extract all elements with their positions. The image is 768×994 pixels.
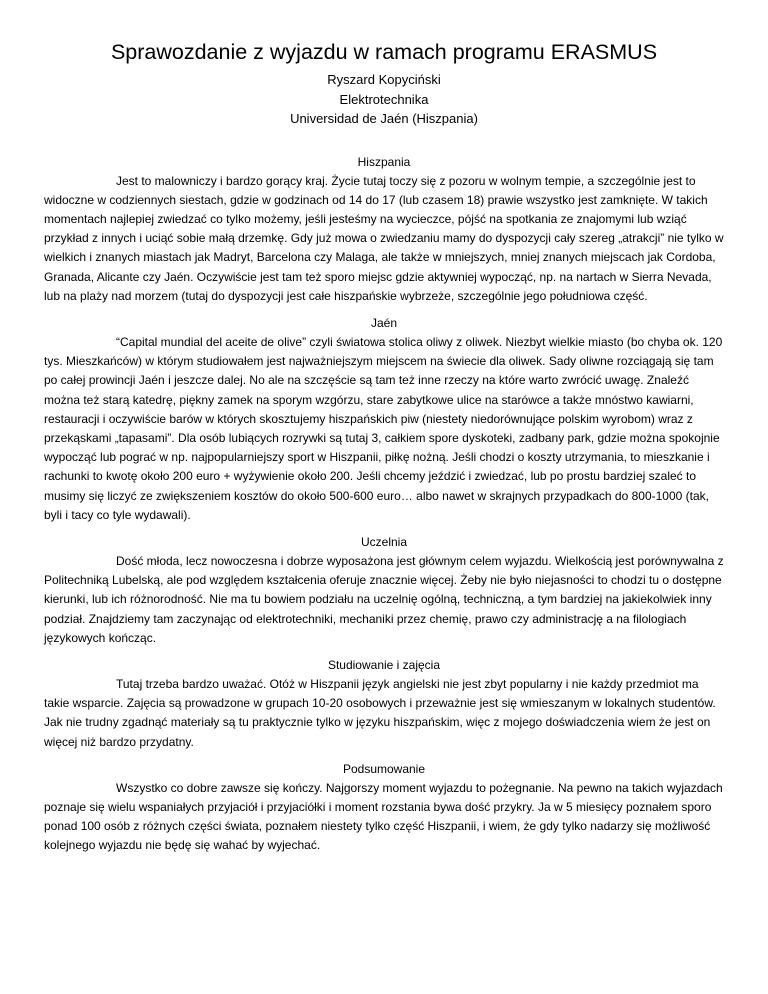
section-heading: Jaén bbox=[370, 315, 398, 330]
section-body: Wszystko co dobre zawsze się kończy. Najgorszy moment wyjazdu to pożegnanie. Na pewno na takich wyjazdach poznaje się wielu wspaniałych przyjaciół i przyjaciółki i moment rozstania bywa dość przykry. Ja w 5 miesięcy poznałem sporo ponad 100 osób z różnych części świata, poznałem niestety tylko część Hiszpanii, i wiem, że gdy tylko nadarzy się możliwość kolejnego wyjazdu nie będę się wahać by wyjechać. bbox=[44, 780, 723, 853]
section-heading: Podsumowanie bbox=[342, 761, 426, 776]
section-hiszpania bbox=[44, 153, 724, 306]
section-heading: Hiszpania bbox=[357, 154, 411, 169]
document-title: Sprawozdanie z wyjazdu w ramach programu ERASMUS bbox=[110, 40, 658, 64]
section-body: Dość młoda, lecz nowoczesna i dobrze wyposażona jest głównym celem wyjazdu. Wielkością jest porównywalna z Politechniką Lubelską, ale pod względem kształcenia oferuje znacznie więcej. Żeby nie było niejasności to chodzi tu o dostępne kierunki, lub ich różnorodność. Nie ma tu bowiem podziału na uczelnię ogólną, techniczną, a tym bardziej na jakiekolwiek inny podział. Znajdziemy tam zaczynając od elektrotechniki, mechaniki przez chemię, prawo czy administrację a na filologiach językowych kończąc. bbox=[44, 553, 724, 645]
author-name: Ryszard Kopyciński bbox=[327, 72, 441, 87]
section-studiowanie bbox=[44, 656, 724, 752]
section-body: “Capital mundial del aceite de olive” czyli światowa stolica oliwy z oliwek. Niezbyt wielkie miasto (bo chyba ok. 120 tys. Mieszkańców) w którym studiowałem jest najważniejszym miejscem na świecie dla oliwek. Sady oliwne rozciągają się tam po całej prowincji Jaén i jeszcze dalej. No ale na szczęście są tam też inne rzeczy na które warto zwrócić uwagę. Znaleźć można też starą katedrę, piękny zamek na sporym wzgórzu, stare zabytkowe ulice na starówce a także mnóstwo kawiarni, restauracji i oczywiście barów w których skosztujemy hiszpańskich piw (niestety niedorównujące polskim wyrobom) wraz z przekąskami „tapasami”. Dla osób lubiących rozrywki są tutaj 3, całkiem spore dyskoteki, zadbany park, gdzie można spokojnie wypocząć lub pograć w np. najpopularniejszy sport w Hiszpanii, piłkę nożną. Jeśli chodzi o koszty utrzymania, to mieszkanie i rachunki to kwotę około 200 euro + wyżywienie około 200. Jeśli chcemy jeździć i zwiedzać, lub po prostu bardziej szaleć to musimy się liczyć ze zwiększeniem kosztów do około 500-600 euro… albo nawet w skrajnych przypadkach do 800-1000 (tak, byli i tacy co tyle wydawali). bbox=[44, 334, 723, 522]
section-uczelnia bbox=[44, 533, 724, 648]
section-podsumowanie bbox=[44, 760, 724, 856]
section-heading: Uczelnia bbox=[360, 534, 408, 549]
section-heading: Studiowanie i zajęcia bbox=[327, 657, 441, 672]
document-meta bbox=[44, 70, 724, 129]
university-name: Universidad de Jaén (Hiszpania) bbox=[290, 111, 478, 126]
section-jaen bbox=[44, 314, 724, 525]
field-of-study: Elektrotechnika bbox=[339, 91, 429, 107]
section-body: Jest to malowniczy i bardzo gorący kraj. Życie tutaj toczy się z pozoru w wolnym tempie, a szczególnie jest to widoczne w codziennych siestach, gdzie w godzinach od 14 do 17 (lub czasem 18) prawie wszystko jest zamknięte. W takich momentach najlepiej zwiedzać co tylko możemy, jeśli jesteśmy na wycieczce, pójść na spotkania ze znajomymi lub wziąć przykład z innych i uciąć sobie małą drzemkę. Gdy już mowa o zwiedzaniu mamy do dyspozycji cały szereg „atrakcji” nie tylko w wielkich i znanych miastach jak Madryt, Barcelona czy Malaga, ale także w mniejszych, mniej znanych miejscach jak Cordoba, Granada, Alicante czy Jaén. Oczywiście jest tam też sporo miejsc gdzie aktywniej wypocząć, np. na nartach w Sierra Nevada, lub na plaży nad morzem (tutaj do dyspozycji jest całe hiszpańskie wybrzeże, szczególnie jego południowa część. bbox=[44, 173, 724, 303]
section-body: Tutaj trzeba bardzo uważać. Otóż w Hiszpanii język angielski nie jest zbyt popularny i nie każdy przedmiot ma takie wsparcie. Zajęcia są prowadzone w grupach 10-20 osobowych i przeważnie jest się wmieszanym w lokalnych studentów. Jak nie trudny zgadnąć materiały są tu praktycznie tylko w języku hiszpańskim, więc z mojego doświadczenia wiem że jest on więcej niż bardzo przydatny. bbox=[44, 676, 716, 749]
